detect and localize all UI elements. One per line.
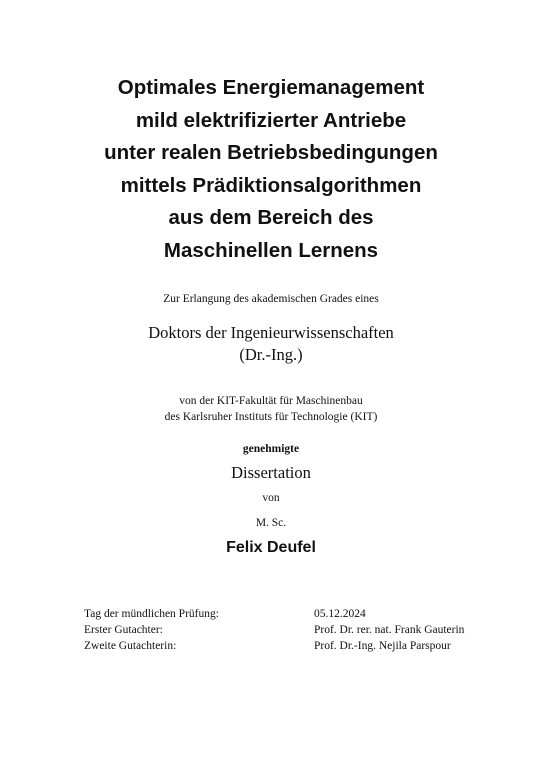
first-reviewer-value: Prof. Dr. rer. nat. Frank Gauterin <box>314 624 465 636</box>
by-text: von <box>262 492 280 504</box>
document-type: Dissertation <box>231 463 311 482</box>
second-reviewer-label: Zweite Gutachterin: <box>84 640 177 652</box>
exam-date-value: 05.12.2024 <box>314 608 366 620</box>
degree-abbreviation: (Dr.-Ing.) <box>239 345 303 364</box>
purpose-text: Zur Erlangung des akademischen Grades eines <box>163 293 379 305</box>
title-line: aus dem Bereich des <box>168 206 374 230</box>
title-line: Optimales Energiemanagement <box>117 76 425 99</box>
degree-name: Doktors der Ingenieurwissenschaften <box>148 323 394 342</box>
title-line: mittels Prädiktionsalgorithmen <box>120 173 422 197</box>
author-title: M. Sc. <box>255 517 287 529</box>
faculty-line: von der KIT-Fakultät für Maschinenbau <box>179 395 363 407</box>
approved-text: genehmigte <box>242 443 300 455</box>
second-reviewer-value: Prof. Dr.-Ing. Nejila Parspour <box>314 640 451 652</box>
author-name: Felix Deufel <box>226 539 316 556</box>
institute-line: des Karlsruher Instituts für Technologie (KIT) <box>164 411 378 423</box>
exam-date-label: Tag der mündlichen Prüfung: <box>84 608 219 620</box>
title-line: Maschinellen Lernens <box>163 238 379 262</box>
first-reviewer-label: Erster Gutachter: <box>84 624 163 636</box>
title-line: unter realen Betriebsbedingungen <box>104 141 438 165</box>
title-line: mild elektrifizierter Antriebe <box>135 108 407 132</box>
dissertation-title <box>0 72 542 268</box>
